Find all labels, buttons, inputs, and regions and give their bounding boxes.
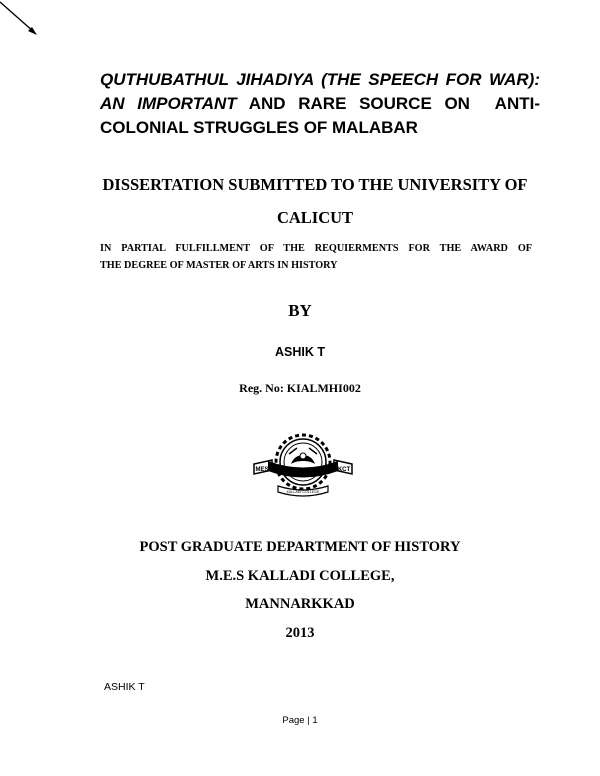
emblem-left-text: MES: [255, 467, 269, 473]
registration-number: Reg. No: KIALMHI002: [239, 381, 361, 395]
page-number: Page | 1: [282, 715, 318, 726]
title-line-1: QUTHUBATHUL JIHADIYA (THE SPEECH FOR WAR):: [100, 70, 540, 89]
dissertation-statement: [90, 168, 540, 234]
corner-arrow-icon: [0, 0, 44, 40]
dissertation-line-2: CALICUT: [276, 208, 354, 227]
fulfillment-line-2: THE DEGREE OF MASTER OF ARTS IN HISTORY: [100, 260, 338, 271]
title-line-2-rest: AND RARE SOURCE ON ANTI-: [236, 94, 540, 113]
emblem-bottom-text: KALLADI COLLEGE: [286, 490, 320, 494]
fulfillment-statement: [100, 240, 532, 274]
department-name: POST GRADUATE DEPARTMENT OF HISTORY: [139, 539, 461, 555]
footer-author: ASHIK T: [104, 681, 145, 693]
college-emblem-icon: [248, 428, 358, 500]
college-location: MANNARKKAD: [245, 596, 355, 612]
dissertation-line-1: DISSERTATION SUBMITTED TO THE UNIVERSITY OF: [102, 175, 528, 194]
submission-year: 2013: [285, 624, 315, 641]
by-label: BY: [288, 301, 312, 320]
college-name: M.E.S KALLADI COLLEGE,: [205, 567, 395, 584]
fulfillment-line-1: IN PARTIAL FULFILLMENT OF THE REQUIERMENTS FOR THE AWARD OF: [100, 243, 532, 254]
department-block: [0, 533, 600, 647]
author-name: ASHIK T: [275, 345, 325, 359]
thesis-title: [100, 68, 540, 140]
title-line-2-italic: AN IMPORTANT: [100, 94, 237, 113]
emblem-right-text: KCT: [337, 467, 351, 473]
title-line-3: COLONIAL STRUGGLES OF MALABAR: [100, 118, 418, 137]
title-line-2: [100, 92, 540, 116]
